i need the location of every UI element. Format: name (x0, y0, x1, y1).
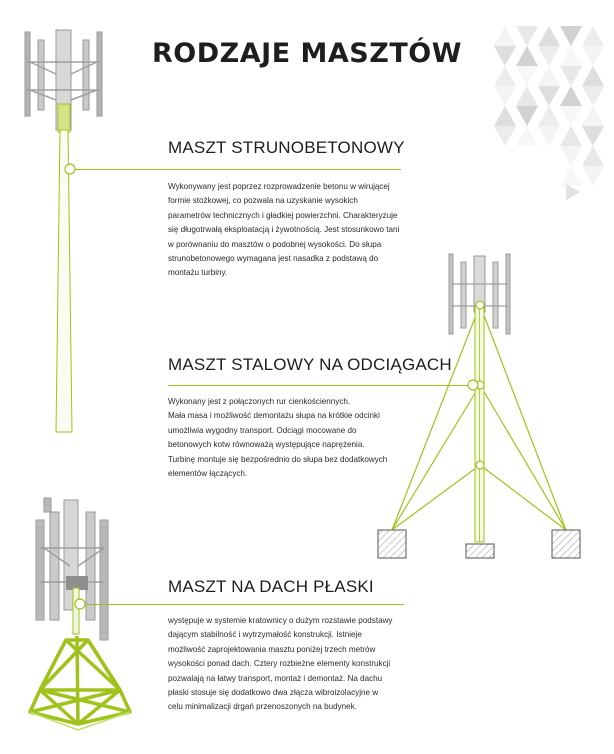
section-heading-flat-roof: MASZT NA DACH PŁASKI (168, 577, 374, 596)
section-text-concrete: Wykonywany jest poprzez rozprowadzenie betonu w wirującej formie stożkowej, co pozwala na uzyskanie wysokich parametrów technicznych i gładkiej powierzchni. Charakteryzuje się długotrwałą eksploatacją i żywotnością. Jest stosunkowo tani w porównaniu do masztów o podobnej wysokości. Do słupa strunobetonowego wymagana jest nasadka z podstawą do montażu turbiny. (168, 182, 400, 278)
page-title: RODZAJE MASZTÓW (152, 38, 462, 70)
section-text-flat-roof: występuje w systemie kratownicy o dużym rozstawie podstawy dającym stabilność i wytrzymałość konstrukcji. Istnieje możliwość zaprojektowania masztu poniżej trzech metrów wysokości ponad dach. Cztery rozbieżne elementy konstrukcji pozwalają na łatwy transport, montaż i demontaż. Na dachu płaski stosuje się dodatkowo dwa złącza wibroizolacyjne w celu minimalizacji drgań przenoszonych na budynek. (168, 616, 393, 712)
flat-roof-mast-illustration (30, 498, 130, 730)
section-divider (86, 604, 404, 605)
section-heading-guyed: MASZT STALOWY NA ODCIĄGACH (168, 355, 452, 374)
section-heading-concrete: MASZT STRUNOBETONOWY (168, 138, 405, 157)
section-text-guyed: Wykonany jest z połączonych rur cienkościennych. Mała masa i możliwość demontażu słupa na krótkie odcinki umożliwia wygodny transport. Odciągi mocowane do betonowych kotw równoważą występujące naprężenia. Turbinę montuje się bezpośrednio do słupa bez dodatkowych elementów łączących. (168, 397, 388, 479)
concrete-mast-illustration (25, 30, 102, 432)
section-divider (75, 169, 401, 170)
section-divider (168, 385, 468, 386)
